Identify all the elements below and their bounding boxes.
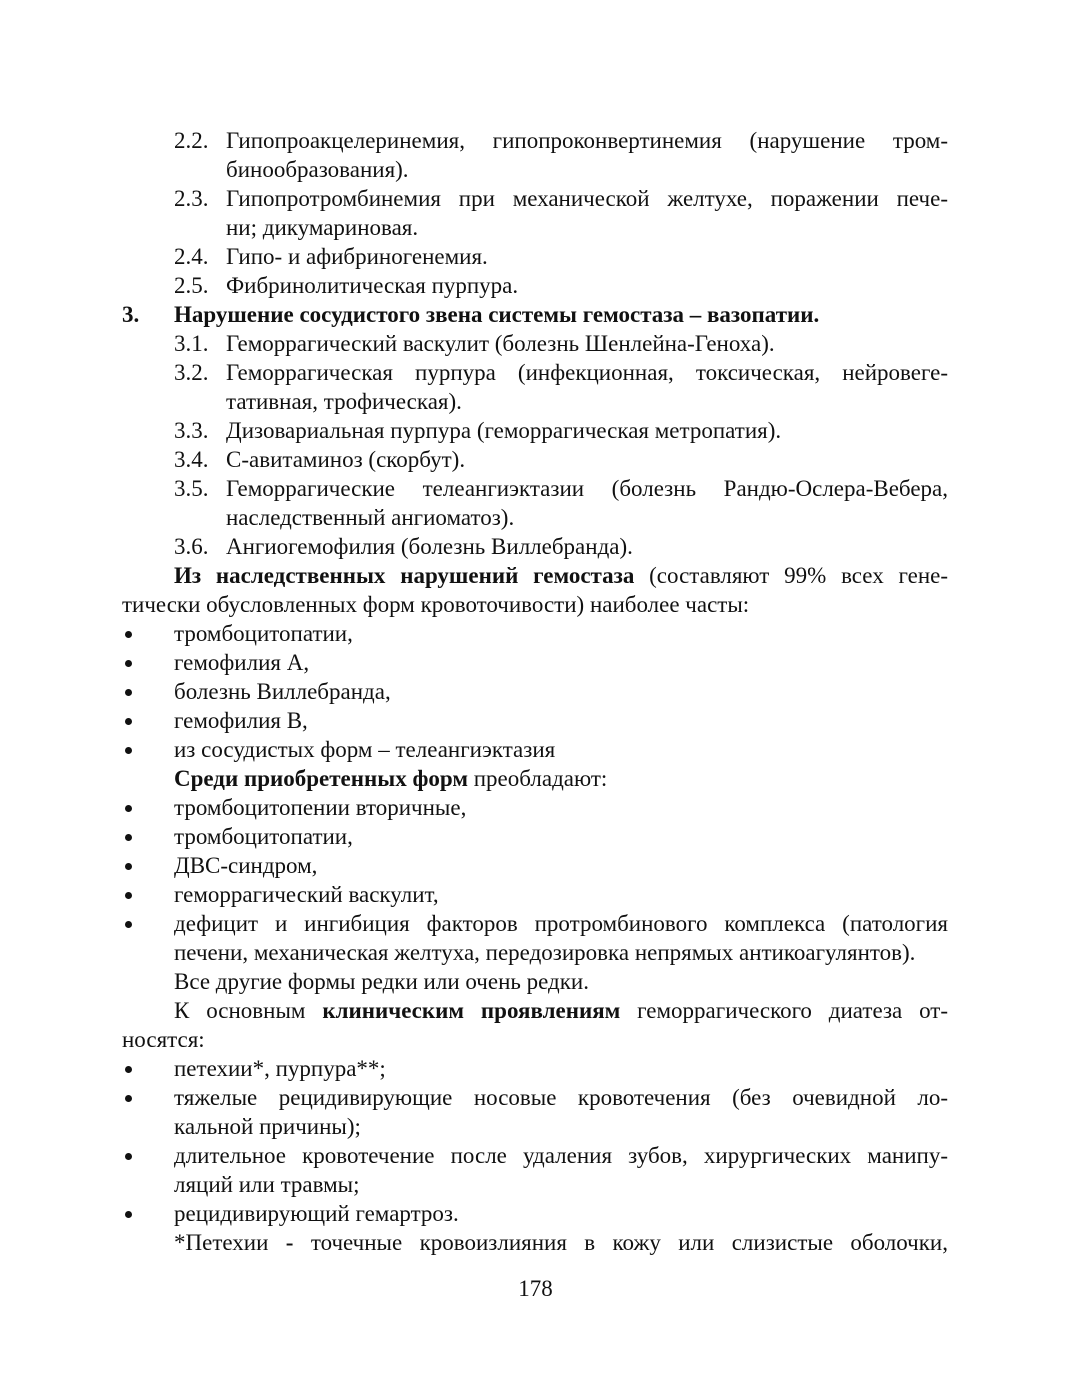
list-item-2-5: [122, 271, 948, 300]
footnote-dash: -: [268, 1230, 311, 1255]
list-item-3-2: [122, 358, 948, 387]
bullet-text: тромбоцитопении вторичные,: [174, 795, 467, 820]
bullet-text: петехии*, пурпура**;: [174, 1056, 386, 1081]
item-text: Геморрагическая пурпура (инфекционная, токсическая, нейровеге-: [226, 360, 948, 385]
list-item-3-1: [122, 329, 948, 358]
bullet-text: тяжелые рецидивирующие носовые кровотечения (без очевидной ло-: [174, 1085, 948, 1110]
bullet-item: [122, 619, 948, 648]
list-item-2-2: [122, 126, 948, 155]
item-number: 3.5.: [174, 476, 209, 501]
clinical-paragraph: [122, 996, 948, 1025]
list-item-3-4: [122, 445, 948, 474]
page-content: [122, 126, 948, 1257]
bullet-text-continuation: печени, механическая желтуха, передозировка непрямых антикоагулянтов).: [174, 940, 916, 965]
item-text: Ангиогемофилия (болезнь Виллебранда).: [226, 534, 633, 559]
section-3-heading: [122, 300, 948, 329]
bullet-text: из сосудистых форм – телеангиэктазия: [174, 737, 556, 762]
bullet-icon: [125, 1211, 132, 1218]
bullet-text: тромбоцитопатии,: [174, 621, 353, 646]
item-text-continuation: бинообразования).: [226, 157, 409, 182]
item-number: 2.3.: [174, 186, 209, 211]
bullet-item: [122, 677, 948, 706]
bullet-text: ДВС-синдром,: [174, 853, 318, 878]
bullet-item: [122, 793, 948, 822]
item-number: 2.4.: [174, 244, 209, 269]
item-text-continuation: ни; дикумариновая.: [226, 215, 419, 240]
bullet-text: тромбоцитопатии,: [174, 824, 353, 849]
bullet-icon: [125, 805, 132, 812]
acquired-heading: Среди приобретенных форм: [174, 766, 468, 791]
acquired-text: преобладают:: [467, 766, 608, 791]
item-text-continuation: тативная, трофическая).: [226, 389, 462, 414]
item-text: Геморрагические телеангиэктазии (болезнь Рандю-Ослера-Вебера,: [226, 476, 948, 501]
item-text: Гипопротромбинемия при механической желтухе, поражении пече-: [226, 186, 948, 211]
bullet-icon: [125, 747, 132, 754]
bullet-item: [122, 909, 948, 938]
bullet-icon: [125, 834, 132, 841]
item-text-continuation: наследственный ангиоматоз).: [226, 505, 515, 530]
item-text: Дизовариальная пурпура (геморрагическая метропатия).: [226, 418, 782, 443]
inherited-text: (составляют 99% всех гене-: [634, 563, 948, 588]
clinical-heading: клиническим проявлениям: [322, 998, 621, 1023]
bullet-item: [122, 851, 948, 880]
bullet-text-continuation: кальной причины);: [174, 1114, 361, 1139]
inherited-paragraph-continuation: тически обусловленных форм кровоточивости) наиболее часты:: [122, 592, 750, 617]
item-text: Фибринолитическая пурпура.: [226, 273, 519, 298]
bullet-icon: [125, 1153, 132, 1160]
item-number: 3.1.: [174, 331, 209, 356]
acquired-other-note: Все другие формы редки или очень редки.: [174, 969, 589, 994]
bullet-text: рецидивирующий гемартроз.: [174, 1201, 459, 1226]
inherited-paragraph: [122, 561, 948, 590]
bullet-icon: [125, 1095, 132, 1102]
clinical-paragraph-continuation: носятся:: [122, 1027, 205, 1052]
bullet-text: гемофилия В,: [174, 708, 308, 733]
bullet-item: [122, 1141, 948, 1170]
item-number: 3.2.: [174, 360, 209, 385]
bullet-icon: [125, 1066, 132, 1073]
bullet-item: [122, 1083, 948, 1112]
item-text: Гипо- и афибриногенемия.: [226, 244, 488, 269]
item-number: 3.3.: [174, 418, 209, 443]
inherited-heading: Из наследственных нарушений гемостаза: [174, 563, 635, 588]
clinical-text-pre: К основным: [174, 998, 323, 1023]
list-item-3-5: [122, 474, 948, 503]
bullet-icon: [125, 631, 132, 638]
bullet-text: гемофилия А,: [174, 650, 310, 675]
section-title: Нарушение сосудистого звена системы гемостаза – вазопатии.: [174, 302, 820, 327]
bullet-item: [122, 1199, 948, 1228]
bullet-item: [122, 880, 948, 909]
list-item-3-6: [122, 532, 948, 561]
bullet-item: [122, 648, 948, 677]
bullet-item: [122, 735, 948, 764]
bullet-text: длительное кровотечение после удаления зубов, хирургических манипу-: [174, 1143, 948, 1168]
item-text: Гипопроакцелеринемия, гипопроконвертинемия (нарушение тром-: [226, 128, 948, 153]
footnote-text: точечные кровоизлияния в кожу или слизистые оболочки,: [310, 1230, 948, 1255]
list-item-2-3: [122, 184, 948, 213]
page-number: 178: [518, 1276, 553, 1301]
footnote-term: Петехии: [185, 1230, 269, 1255]
bullet-item: [122, 1054, 948, 1083]
clinical-text-post: геморрагического диатеза от-: [620, 998, 948, 1023]
bullet-icon: [125, 660, 132, 667]
bullet-text: дефицит и ингибиция факторов протромбинового комплекса (патология: [174, 911, 948, 936]
bullet-icon: [125, 921, 132, 928]
bullet-icon: [125, 689, 132, 696]
item-number: 3.6.: [174, 534, 209, 559]
item-number: 2.5.: [174, 273, 209, 298]
item-number: 2.2.: [174, 128, 209, 153]
bullet-item: [122, 706, 948, 735]
item-number: 3.4.: [174, 447, 209, 472]
bullet-text: болезнь Виллебранда,: [174, 679, 391, 704]
acquired-paragraph: [122, 764, 948, 793]
section-number: 3.: [122, 302, 140, 327]
bullet-icon: [125, 718, 132, 725]
item-text: Геморрагический васкулит (болезнь Шенлейна-Геноха).: [226, 331, 775, 356]
footnote-paragraph: [122, 1228, 948, 1257]
bullet-icon: [125, 863, 132, 870]
item-text: С-авитаминоз (скорбут).: [226, 447, 466, 472]
footnote-marker: *: [174, 1230, 186, 1255]
list-item-2-4: [122, 242, 948, 271]
bullet-icon: [125, 892, 132, 899]
bullet-item: [122, 822, 948, 851]
list-item-3-3: [122, 416, 948, 445]
bullet-text: геморрагический васкулит,: [174, 882, 439, 907]
bullet-text-continuation: ляций или травмы;: [174, 1172, 360, 1197]
